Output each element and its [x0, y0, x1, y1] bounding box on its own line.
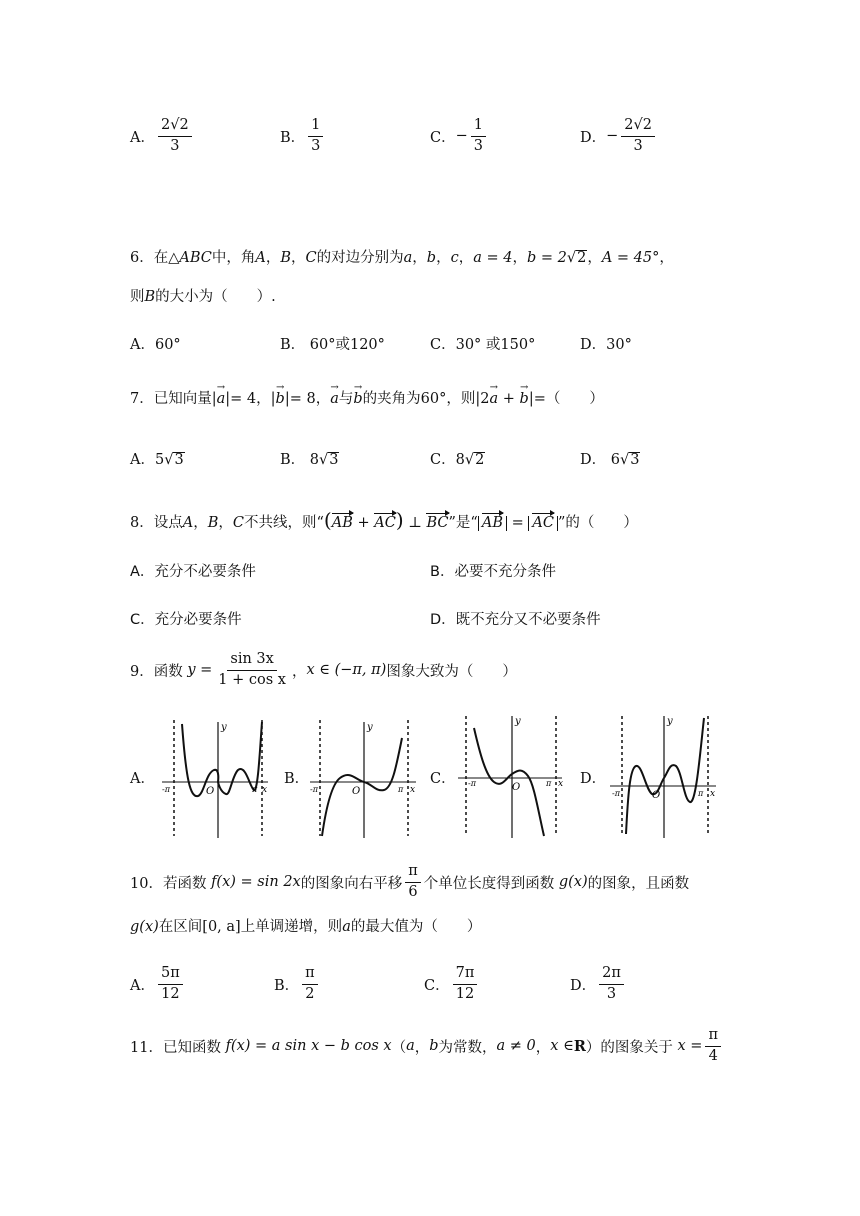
- q9-graph-a-y-label: y: [221, 722, 227, 733]
- q7-sum-mag: |2a → + b →|: [475, 391, 533, 407]
- q10-stem-line1: 10． 若函数 f(x) = sin 2x 的图象向右平移 $\frac{\pi}{6}$ 个单位长度得到函数 g(x) 的图象，且函数: [130, 863, 690, 900]
- q7-vec-a: a →: [330, 392, 339, 407]
- q5-option-d-fraction: $\frac{2√2}{3}$: [621, 118, 655, 155]
- q5-option-b-fraction: $\frac{1}{3}$: [308, 118, 323, 155]
- q9-graph-b-x-label: x: [410, 785, 416, 795]
- q9-graph-c-y-label: y: [515, 716, 521, 727]
- q8-stem: 8．设点A，B，C不共线，则“(AB + AC) ⊥ BC”是“ AB = AC ”的（ ）: [130, 508, 638, 532]
- q9-graph-a-neg-pi-label: -π: [162, 785, 170, 794]
- q6-stem-line2: 则B的大小为（ ）.: [130, 289, 276, 305]
- q9-graph-a-origin-label: O: [206, 786, 215, 797]
- q10-option-c: C． $\frac{7\pi}{12}$: [424, 966, 480, 1003]
- q6-option-c: C．30° 或150°: [430, 337, 536, 353]
- q10-option-a: A． $\frac{5\pi}{12}$: [130, 966, 186, 1003]
- q9-graph-a-x-label: x: [262, 785, 268, 795]
- q9-graph-b-origin-label: O: [352, 786, 361, 797]
- q8-option-c: C．充分必要条件: [130, 612, 242, 628]
- q7-mag-b: |b →|: [271, 391, 290, 407]
- q10-option-d: D． $\frac{2\pi}{3}$: [570, 966, 627, 1003]
- q9-option-b: B．: [284, 771, 310, 787]
- q9-graph-d-origin-label: O: [652, 790, 661, 801]
- q8-option-a: A．充分不必要条件: [130, 564, 256, 580]
- q10-option-b: B． $\frac{\pi}{2}$: [274, 966, 321, 1003]
- q11-fraction: $\frac{\pi}{4}$: [705, 1028, 721, 1065]
- q9-option-d: D．: [580, 771, 607, 787]
- q9-graph-b: [306, 718, 418, 840]
- q6-stem-line1: 6．在△ABC中，角A，B，C的对边分别为a，b，c，a = 4，b = 2√2，A = 45°，: [130, 250, 674, 266]
- q6-option-a: A．60°: [130, 337, 181, 353]
- q9-option-c: C．: [430, 771, 456, 787]
- q9-graph-c: [456, 714, 570, 840]
- q8-option-b: B．必要不充分条件: [430, 564, 556, 580]
- q9-graph-d-pi-label: π: [698, 789, 704, 798]
- q9-graph-c-pi-label: π: [546, 779, 552, 788]
- q9-graph-c-x-label: x: [558, 779, 564, 789]
- q9-stem: 9． 函数 y = $\frac{\sin 3x}{\text{1 + cos x}}$ ， x ∈ (−π, π) 图象大致为（ ）: [130, 651, 517, 688]
- q9-option-a: A．: [130, 771, 155, 787]
- q5-option-d: D． − $\frac{2√2}{3}$: [580, 118, 658, 155]
- q5-option-a-fraction: $\frac{2√2}{3}$: [158, 118, 192, 155]
- q7-mag-a: |a →|: [212, 391, 230, 407]
- q9-fraction: $\frac{\sin 3x}{\text{1 + cos x}}$: [218, 651, 286, 688]
- q5-option-a: A． $\frac{2√2}{3}$: [130, 118, 195, 155]
- q5-option-c: C． − $\frac{1}{3}$: [430, 118, 489, 155]
- q10-stem-line2: g(x)在区间[0, a]上单调递增，则a的最大值为（ ）: [130, 919, 482, 935]
- q9-graph-c-origin-label: O: [512, 782, 521, 793]
- q7-stem: 7．已知向量|a →|= 4，|b →|= 8，a →与b →的夹角为60°，则|2a → + b →|=（ ）: [130, 392, 604, 407]
- q9-graph-c-neg-pi-label: -π: [468, 779, 476, 788]
- q7-option-b: B． 8√3: [280, 452, 339, 468]
- q6-option-b: B． 60°或120°: [280, 337, 385, 353]
- q8-vec-ac: AC: [374, 515, 396, 531]
- q11-stem: 11． 已知函数 f(x) = a sin x − b cos x （ a ， b 为常数， a ≠ 0 ， x ∈ R ）的图象关于 x = $\frac{\pi}{4}$: [130, 1028, 724, 1065]
- q9-graph-a: [158, 718, 270, 840]
- q9-graph-d-x-label: x: [710, 789, 716, 799]
- q8-option-d: D．既不充分又不必要条件: [430, 612, 601, 628]
- q7-vec-b: b →: [353, 392, 362, 407]
- q8-mag-ab: AB: [478, 516, 507, 531]
- q8-vec-bc: BC: [426, 515, 449, 531]
- q9-graph-b-y-label: y: [367, 722, 373, 733]
- q9-graph-a-pi-label: π: [252, 785, 258, 794]
- q6-option-d: D．30°: [580, 337, 632, 353]
- q9-graph-d-neg-pi-label: -π: [612, 789, 620, 798]
- q6-radical: √2: [566, 250, 587, 266]
- q9-graph-b-neg-pi-label: -π: [310, 785, 318, 794]
- q7-option-d: D． 6√3: [580, 452, 640, 468]
- q7-option-c: C．8√2: [430, 452, 485, 468]
- q8-vec-ab: AB: [331, 515, 353, 531]
- q10-shift-fraction: $\frac{\pi}{6}$: [405, 864, 421, 901]
- q8-mag-ac: AC: [528, 516, 558, 531]
- q7-option-a: A．5√3: [130, 452, 184, 468]
- q9-graph-d-y-label: y: [667, 716, 673, 727]
- q5-option-b: B． $\frac{1}{3}$: [280, 118, 326, 155]
- q5-option-c-fraction: $\frac{1}{3}$: [471, 118, 486, 155]
- q9-graph-b-pi-label: π: [398, 785, 404, 794]
- q9-graph-d: [604, 714, 718, 840]
